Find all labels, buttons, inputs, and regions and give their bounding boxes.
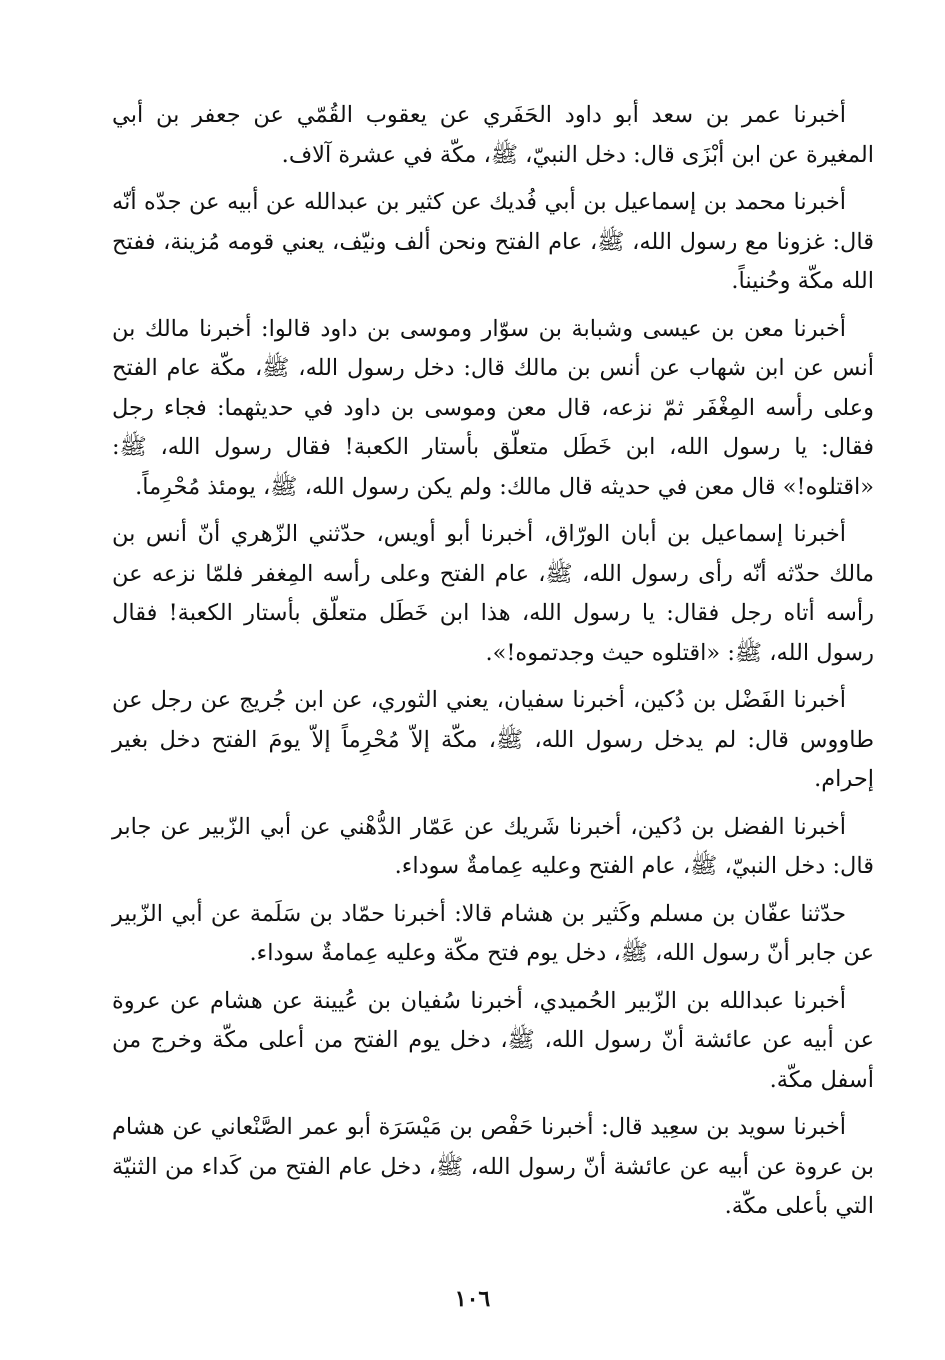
paragraph-7: حدّثنا عفّان بن مسلم وكَثير بن هشام قالا: أخبرنا حمّاد بن سَلَمة عن أبي الزّبير عن جابر أنّ رسول الله، ﷺ، دخل يوم فتح مكّة وعليه عِمامةٌ سوداء. bbox=[112, 900, 874, 966]
paragraph-8: أخبرنا عبدالله بن الزّبير الحُميدي، أخبرنا سُفيان بن عُيينة عن هشام عن عروة عن أبيه عن عائشة أنّ رسول الله، ﷺ، دخل يوم الفتح من أعلى مكّة وخرج من أسفل مكّة. bbox=[112, 987, 874, 1093]
paragraph-3: أخبرنا معن بن عيسى وشبابة بن سوّار وموسى بن داود قالوا: أخبرنا مالك بن أنس عن ابن شهاب عن أنس بن مالك قال: دخل رسول الله، ﷺ، مكّة عام الفتح وعلى رأسه المِغْفَر ثمّ نزعه، قال معن وموسى بن داود في حديثهما: فجاء رجل فقال: يا رسول الله، ابن خَطَل متعلّق بأستار الكعبة! فقال رسول الله، ﷺ: «اقتلوه!» قال معن في حديثه قال مالك: ولم يكن رسول الله، ﷺ، يومئذ مُحْرِماً. bbox=[112, 315, 874, 500]
body-text bbox=[112, 96, 874, 1235]
paragraph-1: أخبرنا عمر بن سعد أبو داود الحَفَري عن يعقوب القُمّي عن جعفر بن أبي المغيرة عن ابن أبْزَى قال: دخل النبيّ، ﷺ، مكّة في عشرة آلاف. bbox=[112, 102, 874, 168]
paragraph-2: أخبرنا محمد بن إسماعيل بن أبي فُديك عن كثير بن عبدالله عن أبيه عن جدّه أنّه قال: غزونا مع رسول الله، ﷺ، عام الفتح ونحن ألف ونيّف، يعني قومه مُزينة، ففتح الله مكّة وحُنيناً. bbox=[112, 189, 874, 294]
paragraph-4: أخبرنا إسماعيل بن أبان الورّاق، أخبرنا أبو أويس، حدّثني الزّهري أنّ أنس بن مالك حدّثه أنّه رأى رسول الله، ﷺ، عام الفتح وعلى رأسه المِغفر فلمّا نزعه عن رأسه أتاه رجل فقال: يا رسول الله، هذا ابن خَطَل متعلّق بأستار الكعبة! فقال رسول الله، ﷺ: «اقتلوه حيث وجدتموه!». bbox=[112, 521, 874, 666]
paragraph-5: أخبرنا الفَضْل بن دُكين، أخبرنا سفيان، يعني الثوري، عن ابن جُريج عن رجل عن طاووس قال: لم يدخل رسول الله، ﷺ، مكّة إلاّ مُحْرِماً إلاّ يومَ الفتح دخل بغير إحرام. bbox=[112, 687, 874, 792]
paragraph-6: أخبرنا الفضل بن دُكين، أخبرنا شَريك عن عَمّار الدُّهْني عن أبي الزّبير عن جابر قال: دخل النبيّ، ﷺ، عام الفتح وعليه عِمامةٌ سوداء. bbox=[112, 813, 874, 879]
page-number: ١٠٦ bbox=[454, 1286, 491, 1312]
paragraph-9: أخبرنا سويد بن سعِيد قال: أخبرنا حَفْص بن مَيْسَرَة أبو عمر الصَّنْعاني عن هشام بن عروة عن أبيه عن عائشة أنّ رسول الله، ﷺ، دخل عام الفتح من كَداء من الثنيّة التي بأعلى مكّة. bbox=[112, 1114, 874, 1219]
